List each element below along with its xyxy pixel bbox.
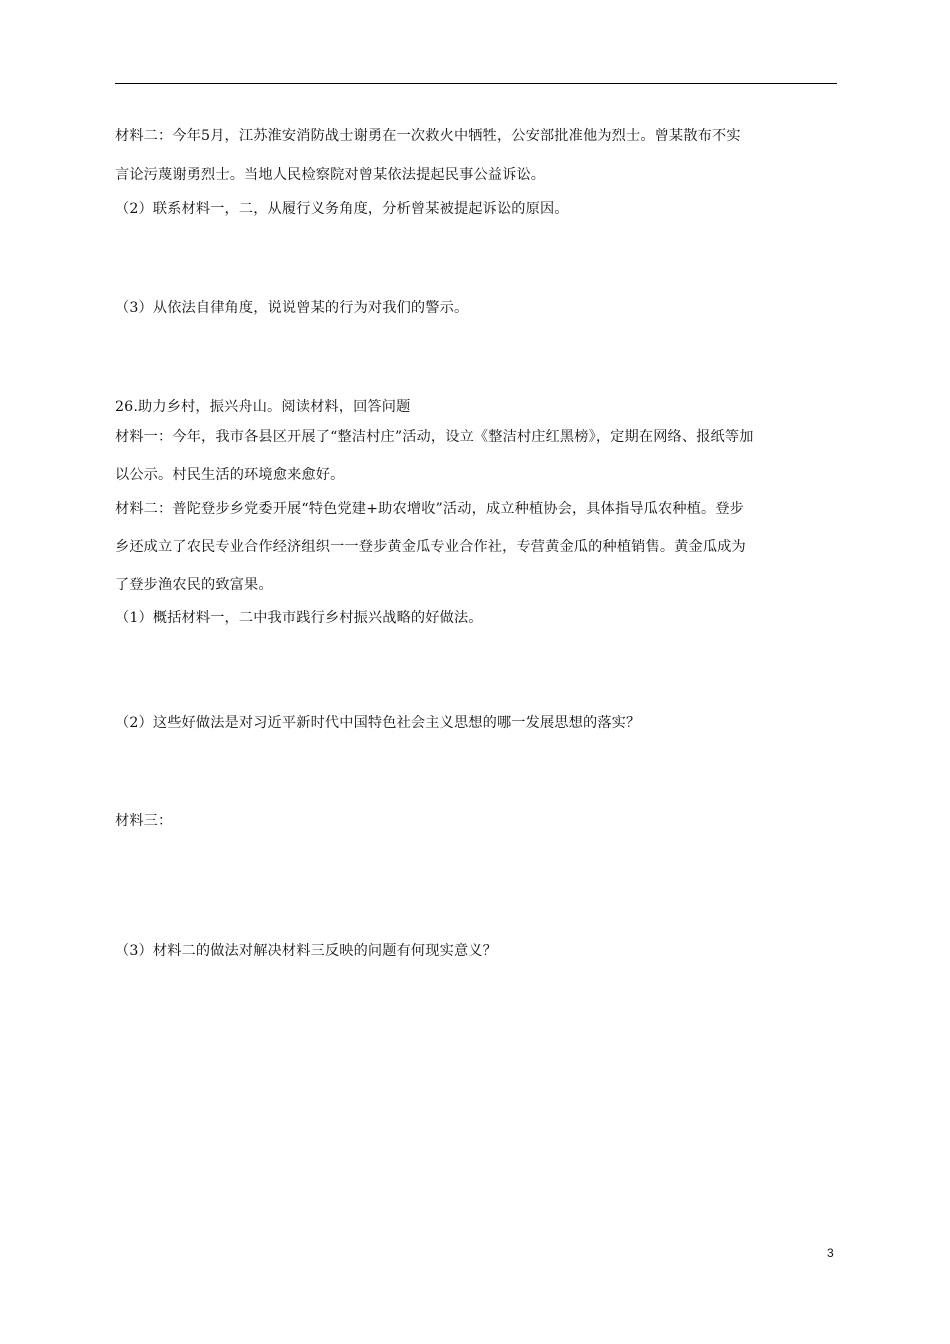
q26-material2-line2: 乡还成立了农民专业合作经济组织一一登步黄金瓜专业合作社，专营黄金瓜的种植销售。黄金瓜成为 [115, 539, 746, 555]
header-rule [115, 83, 837, 84]
q25-sub3-question: （3）从依法自律角度，说说曾某的行为对我们的警示。 [115, 300, 469, 316]
page-number: 3 [827, 1246, 834, 1260]
q26-material2-line3: 了登步渔农民的致富果。 [115, 577, 273, 593]
q26-material2-line1: 材料二：普陀登步乡党委开展“特色党建+助农增收”活动，成立种植协会，具体指导瓜农种植。登步 [115, 501, 745, 517]
q26-sub2-question: （2）这些好做法是对习近平新时代中国特色社会主义思想的哪一发展思想的落实？ [115, 715, 641, 731]
q26-sub3-question: （3）材料二的做法对解决材料三反映的问题有何现实意义？ [115, 943, 497, 959]
q25-material2-line2: 言论污蔑谢勇烈士。当地人民检察院对曾某依法提起民事公益诉讼。 [115, 167, 546, 183]
q26-material1-line2: 以公示。村民生活的环境愈来愈好。 [115, 467, 345, 483]
q26-material1-line1: 材料一：今年，我市各县区开展了“整洁村庄”活动，设立《整洁村庄红黑榜》，定期在网络、报纸等加 [115, 429, 754, 445]
q26-material3-label: 材料三： [115, 813, 173, 829]
q26-sub1-question: （1）概括材料一，二中我市践行乡村振兴战略的好做法。 [115, 610, 483, 626]
q25-sub2-question: （2）联系材料一，二，从履行义务角度，分析曾某被提起诉讼的原因。 [115, 201, 569, 217]
q25-material2-line1: 材料二：今年5月，江苏淮安消防战士谢勇在一次救火中牺牲，公安部批准他为烈士。曾某散布不实 [115, 128, 741, 144]
q26-title: 26.助力乡村，振兴舟山。阅读材料，回答问题 [115, 399, 411, 415]
